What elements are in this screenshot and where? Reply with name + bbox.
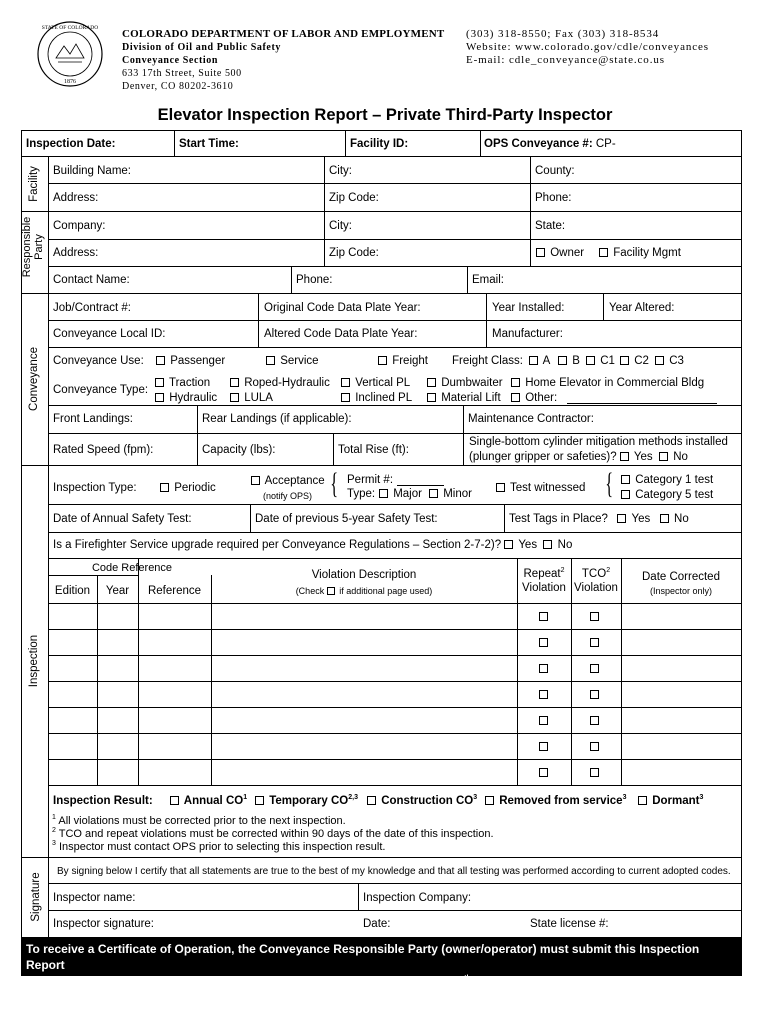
brace-icon: { (605, 467, 614, 500)
mitigation-question: Single-bottom cylinder mitigation methods installed (469, 436, 728, 448)
conveyance-use-label: Conveyance Use: (53, 355, 144, 367)
reference-header: Reference (147, 585, 202, 597)
building-name-field[interactable]: Building Name: (53, 165, 131, 177)
checkbox-icon[interactable] (504, 540, 513, 549)
inspection-type-label: Inspection Type: (53, 482, 137, 494)
dept-name: COLORADO DEPARTMENT OF LABOR AND EMPLOYMENT (122, 28, 445, 40)
checkbox-icon (378, 356, 387, 365)
manufacturer-field[interactable]: Manufacturer: (492, 328, 563, 340)
freight-class-c2-checkbox[interactable]: C2 (620, 354, 649, 368)
freight-class-c1-checkbox[interactable]: C1 (586, 354, 615, 368)
conveyance-type-label: Conveyance Type: (53, 384, 149, 396)
checkbox-icon[interactable] (620, 452, 629, 461)
checkbox-icon (160, 483, 169, 492)
phone-fax: (303) 318-8550; Fax (303) 318-8534 (466, 28, 660, 40)
check-additional-page-note: (Check if additional page used) (295, 586, 433, 596)
tco-checkbox[interactable] (590, 742, 599, 751)
tco-checkbox[interactable] (590, 638, 599, 647)
tco-checkbox[interactable] (590, 664, 599, 673)
checkbox-icon (251, 476, 260, 485)
checkbox-icon (511, 378, 520, 387)
permit-type-label: Type: (347, 488, 376, 500)
signature-side-label: Signature (30, 872, 42, 922)
responsible-side-label: Responsible Party (21, 216, 45, 278)
contact-name-field[interactable]: Contact Name: (53, 274, 130, 286)
facility-address-field[interactable]: Address: (53, 192, 99, 204)
checkbox-icon (170, 796, 179, 805)
freight-class-b-checkbox[interactable]: B (558, 354, 580, 368)
checkbox-icon (427, 393, 436, 402)
checkbox-icon (558, 356, 567, 365)
header-contact-block (466, 28, 709, 67)
lula-checkbox[interactable]: LULA (230, 391, 273, 405)
inspection-side-label: Inspection (28, 634, 40, 688)
repeat-checkbox[interactable] (539, 716, 548, 725)
other-line[interactable] (567, 403, 717, 404)
rated-speed-field[interactable]: Rated Speed (fpm): (53, 444, 154, 456)
temporary-co-checkbox[interactable]: Temporary CO$^{2,3}$ (255, 794, 358, 808)
tco-checkbox[interactable] (590, 690, 599, 699)
front-landings-field[interactable]: Front Landings: (53, 413, 133, 425)
firefighter-question: Is a Firefighter Service upgrade required per Conveyance Regulations – Section 2-7-2)? Yes No (53, 539, 573, 551)
vertical-pl-checkbox[interactable]: Vertical PL (341, 376, 410, 390)
header-address-block (122, 28, 444, 93)
footnote-2: $^2$ TCO and repeat violations must be corrected within 90 days of the date of this inspection. (52, 827, 494, 840)
category-1-checkbox[interactable]: Category 1 test (621, 473, 713, 487)
notice-line-1: To receive a Certificate of Operation, the Conveyance Responsible Party (owner/operator) must submit this Inspection Report (26, 942, 700, 972)
inspection-form (21, 130, 742, 988)
page-title: Elevator Inspection Report – Private Third-Party Inspector (157, 106, 613, 124)
checkbox-icon (620, 356, 629, 365)
altered-plate-year-field[interactable]: Altered Code Data Plate Year: (264, 328, 418, 340)
seal-top-text: STATE OF COLORADO (41, 25, 99, 31)
mitigation-question-2: (plunger gripper or safeties)? Yes No (469, 451, 688, 463)
service-checkbox[interactable]: Service (266, 354, 319, 368)
seal-year-text: 1876 (64, 79, 76, 85)
tco-checkbox[interactable] (590, 716, 599, 725)
dumbwaiter-checkbox[interactable]: Dumbwaiter (427, 376, 503, 390)
construction-co-checkbox[interactable]: Construction $CO^3$ (367, 794, 477, 808)
edition-header: Edition (54, 585, 91, 597)
checkbox-icon (599, 248, 608, 257)
traction-checkbox[interactable]: Traction (155, 376, 210, 390)
facility-zip-field[interactable]: Zip Code: (329, 192, 379, 204)
ops-conveyance-field[interactable]: OPS Conveyance #: CP- (484, 138, 616, 150)
repeat-violation-header: Repeat$^2$ Violation (522, 567, 566, 594)
checkbox-icon (586, 356, 595, 365)
code-reference-header: Code Reference (91, 562, 173, 574)
checkbox-icon (529, 356, 538, 365)
checkbox-icon (341, 393, 350, 402)
rp-zip-field[interactable]: Zip Code: (329, 247, 379, 259)
repeat-checkbox[interactable] (539, 638, 548, 647)
repeat-checkbox[interactable] (539, 768, 548, 777)
checkbox-icon (230, 378, 239, 387)
major-checkbox[interactable]: Major (379, 487, 422, 501)
inspector-signature-field[interactable]: Inspector signature: (53, 918, 155, 930)
repeat-checkbox[interactable] (539, 612, 548, 621)
checkbox-icon (266, 356, 275, 365)
facility-city-field[interactable]: City: (329, 165, 352, 177)
rp-email-field[interactable]: Email: (472, 274, 504, 286)
checkbox-icon (496, 483, 505, 492)
owner-checkbox[interactable]: Owner (536, 246, 584, 260)
maintenance-contractor-field[interactable]: Maintenance Contractor: (468, 413, 594, 425)
rp-phone-field[interactable]: Phone: (296, 274, 333, 286)
freight-checkbox[interactable]: Freight (378, 354, 428, 368)
checkbox-icon (255, 796, 264, 805)
inspection-date-label: Inspection Date: (26, 138, 116, 150)
year-installed-field[interactable]: Year Installed: (492, 302, 565, 314)
submission-notice (22, 938, 741, 988)
checkbox-icon (155, 393, 164, 402)
violation-description-header: Violation Description (311, 569, 417, 581)
rear-landings-field[interactable]: Rear Landings (if applicable): (202, 413, 352, 425)
roped-hydraulic-checkbox[interactable]: Roped-Hydraulic (230, 376, 330, 390)
county-field[interactable]: County: (535, 165, 575, 177)
hydraulic-checkbox[interactable]: Hydraulic (155, 391, 217, 405)
home-elevator-checkbox[interactable]: Home Elevator in Commercial Bldg (511, 376, 704, 390)
checkbox-icon (367, 796, 376, 805)
state-license-field[interactable]: State license #: (530, 918, 609, 930)
facility-mgmt-checkbox[interactable]: Facility Mgmt (599, 246, 681, 260)
test-tags-question: Test Tags in Place? Yes No (509, 513, 689, 525)
capacity-field[interactable]: Capacity (lbs): (202, 444, 276, 456)
notify-ops-note: (notify OPS) (263, 491, 313, 501)
checkbox-icon (536, 248, 545, 257)
removed-from-service-checkbox[interactable]: Removed from service$^3$ (485, 794, 626, 808)
test-witnessed-checkbox[interactable]: Test witnessed (496, 481, 585, 495)
tco-checkbox[interactable] (590, 612, 599, 621)
checkbox-icon (429, 489, 438, 498)
five-year-test-date-field[interactable]: Date of previous 5-year Safety Test: (255, 513, 438, 525)
start-time-label: Start Time: (179, 138, 239, 150)
checkbox-icon (511, 393, 520, 402)
rp-address-field[interactable]: Address: (53, 247, 99, 259)
inspection-company-field[interactable]: Inspection Company: (363, 892, 472, 904)
tco-checkbox[interactable] (590, 768, 599, 777)
inclined-pl-checkbox[interactable]: Inclined PL (341, 391, 412, 405)
annual-test-date-field[interactable]: Date of Annual Safety Test: (53, 513, 192, 525)
checkbox-icon (155, 378, 164, 387)
inspection-result-label: Inspection Result: (53, 795, 153, 807)
checkbox-icon (230, 393, 239, 402)
signature-date-field[interactable]: Date: (363, 918, 391, 930)
checkbox-icon (638, 796, 647, 805)
brace-icon: { (330, 467, 339, 500)
minor-checkbox[interactable]: Minor (429, 487, 472, 501)
local-id-field[interactable]: Conveyance Local ID: (53, 328, 166, 340)
annual-co-checkbox[interactable]: Annual $CO^1$ (170, 794, 247, 808)
total-rise-field[interactable]: Total Rise (ft): (338, 444, 409, 456)
permit-field[interactable]: Permit #: (347, 474, 394, 486)
job-contract-field[interactable]: Job/Contract #: (53, 302, 131, 314)
facility-phone-field[interactable]: Phone: (535, 192, 572, 204)
dormant-checkbox[interactable]: Dormant$^3$ (638, 794, 703, 808)
checkbox-icon[interactable] (543, 540, 552, 549)
freight-class-c3-checkbox[interactable]: C3 (655, 354, 684, 368)
checkbox-icon (655, 356, 664, 365)
year-altered-field[interactable]: Year Altered: (609, 302, 675, 314)
checkbox-icon[interactable] (659, 452, 668, 461)
conveyance-side-label: Conveyance (28, 347, 40, 411)
facility-side-label: Facility (28, 166, 40, 202)
inspector-only-note: (Inspector only) (649, 586, 713, 596)
checkbox-icon[interactable] (327, 587, 335, 595)
checkbox-icon (621, 490, 630, 499)
state-field[interactable]: State: (535, 220, 566, 232)
tco-violation-header: TCO$^2$ Violation (574, 567, 618, 594)
state-seal-logo (36, 20, 104, 88)
checkbox-icon (156, 356, 165, 365)
acceptance-checkbox[interactable]: Acceptance (251, 474, 325, 488)
checkbox-icon (341, 378, 350, 387)
footnote-3: $^3$ Inspector must contact OPS prior to selecting this inspection result. (52, 840, 386, 853)
section-name: Conveyance Section (122, 55, 219, 66)
street-address: 633 17th Street, Suite 500 (122, 68, 242, 79)
orig-plate-year-field[interactable]: Original Code Data Plate Year: (264, 302, 421, 314)
rp-city-field[interactable]: City: (329, 220, 352, 232)
website: Website: www.colorado.gov/cdle/conveyances (466, 41, 709, 53)
checkbox-icon[interactable] (617, 514, 626, 523)
checkbox-icon (621, 475, 630, 484)
inspector-name-field[interactable]: Inspector name: (53, 892, 136, 904)
footnote-1: $^1$ All violations must be corrected prior to the next inspection. (52, 814, 346, 827)
repeat-checkbox[interactable] (539, 664, 548, 673)
checkbox-icon[interactable] (660, 514, 669, 523)
category-5-checkbox[interactable]: Category 5 test (621, 488, 713, 502)
division-name: Division of Oil and Public Safety (122, 42, 281, 53)
freight-class-a-checkbox[interactable]: A (529, 354, 550, 368)
notice-line-2: with payment of a processing fee of $30 to the Conveyance Section at 633 17th Street, Suite 500, Denver, CO 80202-3610. (26, 974, 710, 988)
other-checkbox[interactable]: Other: (511, 391, 557, 405)
checkbox-icon (379, 489, 388, 498)
company-field[interactable]: Company: (53, 220, 106, 232)
repeat-checkbox[interactable] (539, 742, 548, 751)
material-lift-checkbox[interactable]: Material Lift (427, 391, 501, 405)
year-header: Year (105, 585, 130, 597)
freight-class-label: Freight Class: (452, 355, 523, 367)
periodic-checkbox[interactable]: Periodic (160, 481, 216, 495)
date-corrected-header: Date Corrected (642, 571, 720, 583)
checkbox-icon (485, 796, 494, 805)
email: E-mail: cdle_conveyance@state.co.us (466, 54, 665, 66)
passenger-checkbox[interactable]: Passenger (156, 354, 225, 368)
repeat-checkbox[interactable] (539, 690, 548, 699)
city-address: Denver, CO 80202-3610 (122, 81, 234, 92)
checkbox-icon (427, 378, 436, 387)
certification-statement: By signing below I certify that all statements are true to the best of my knowledge and that all testing was performed according to current adopted codes. (57, 866, 731, 877)
facility-id-label: Facility ID: (350, 138, 409, 150)
